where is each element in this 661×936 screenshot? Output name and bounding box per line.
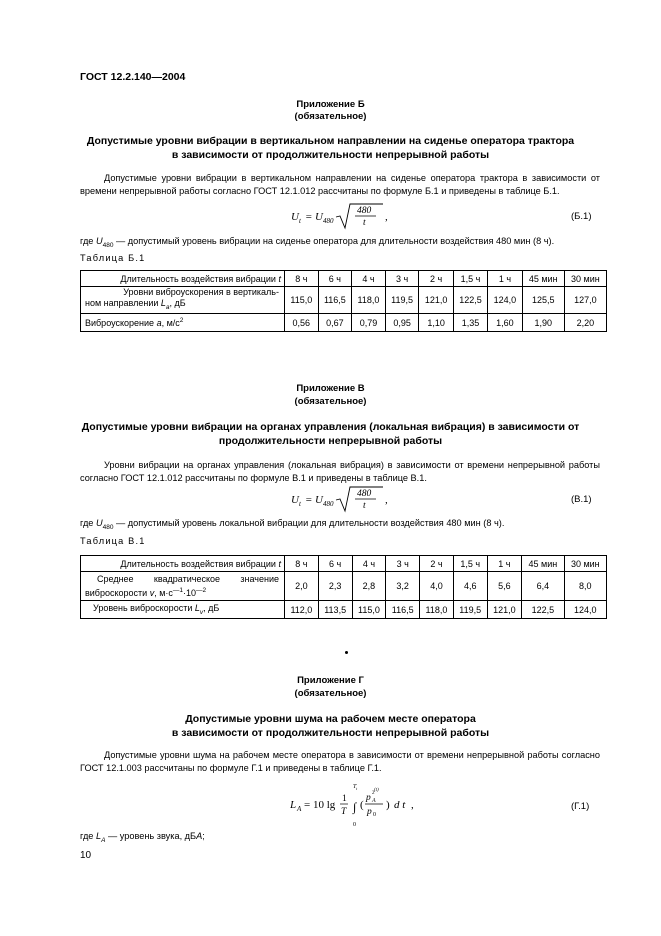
table-cell: 113,5 — [318, 601, 352, 619]
table-cell: 1 ч — [487, 556, 522, 572]
formula-b1 — [291, 202, 401, 233]
table-cell: 6,4 — [522, 572, 564, 601]
svg-text:t: t — [363, 501, 366, 511]
appendix-v-heading-line1: Допустимые уровни вибрации на органах управления (локальная вибрация) в зависимости от — [81, 421, 580, 433]
formula-g1-svg — [290, 780, 420, 830]
table-cell: 115,0 — [352, 601, 386, 619]
svg-text:,: , — [385, 211, 388, 223]
table-cell: 1,90 — [522, 314, 564, 332]
svg-text:(: ( — [360, 799, 364, 811]
svg-text:p: p — [366, 793, 371, 803]
table-cell: 45 мин — [522, 271, 564, 287]
table-cell: 118,0 — [420, 601, 454, 619]
table-v1-velocity-rms-label: Среднее квадратическое значение виброскорости v, $м\cdot с^{—1}\cdot 10^{—2}$ — [81, 572, 285, 601]
formula-b1-number: (Б.1) — [571, 211, 592, 222]
svg-text:t: t — [356, 786, 358, 791]
table-cell: 2 ч — [419, 271, 453, 287]
table-v1-velocity-level-label: Уровень виброскорости $L_v$, дБ — [81, 601, 285, 619]
svg-text:480: 480 — [323, 217, 334, 225]
appendix-b-heading-line2: в зависимости от продолжительности непрерывной работы — [171, 149, 490, 161]
table-cell: 8 ч — [285, 556, 319, 572]
table-cell: 4 ч — [352, 556, 386, 572]
table-cell: 121,0 — [419, 287, 453, 314]
table-b1-accel-level-label: Уровни виброускорения в вертикаль- ном направлении $L_a$, дБ — [81, 287, 285, 314]
svg-text:∫: ∫ — [353, 800, 357, 814]
table-cell: 124,0 — [488, 287, 522, 314]
appendix-b-where-text: — допустимый уровень вибрации на сиденье оператора для длительности воздействия 480 мин (8 ч). — [116, 236, 555, 246]
table-v1-duration-label: Длительность воздействия вибрации t — [81, 556, 285, 572]
table-cell: 116,5 — [318, 287, 352, 314]
table-cell: 124,0 — [564, 601, 606, 619]
table-cell: 2,0 — [285, 572, 319, 601]
formula-g1-number: (Г.1) — [571, 801, 590, 812]
table-cell: 122,5 — [453, 287, 487, 314]
table-cell: 1 ч — [488, 271, 522, 287]
table-v1-caption: Таблица В.1 — [80, 536, 146, 546]
table-cell: 8,0 — [564, 572, 606, 601]
table-cell: 1,5 ч — [453, 556, 487, 572]
svg-text:p: p — [367, 807, 372, 817]
svg-text:U: U — [315, 494, 323, 506]
svg-text:480: 480 — [357, 489, 372, 499]
appendix-b-where: где $U_{480}$ — допустимый уровень вибрации на сиденье оператора для длительности воздействия 480 мин (8 ч). — [80, 236, 555, 249]
table-cell: 2 ч — [420, 556, 454, 572]
table-cell: 2,3 — [318, 572, 352, 601]
appendix-g-heading-line1: Допустимые уровни шума на рабочем месте оператора — [185, 713, 476, 725]
svg-text:480: 480 — [357, 206, 372, 216]
appendix-b-heading-line1: Допустимые уровни вибрации в вертикальном направлении на сиденье оператора трактора — [86, 135, 575, 147]
svg-text:d t: d t — [394, 799, 406, 811]
svg-text:0: 0 — [353, 822, 356, 828]
appendix-g-heading-line2: в зависимости от продолжительности непрерывной работы — [171, 727, 490, 739]
formula-v1-number: (В.1) — [571, 494, 592, 505]
table-cell: 3 ч — [385, 271, 419, 287]
table-cell: 2,8 — [352, 572, 386, 601]
appendix-g-status: (обязательное) — [294, 688, 367, 699]
appendix-v-where: где $U_{480}$ — допустимый уровень локальной вибрации для длительности воздействия 480 мин (8 ч). — [80, 518, 505, 531]
svg-text:T: T — [341, 807, 347, 817]
table-cell: 115,0 — [285, 287, 319, 314]
table-row — [81, 287, 607, 314]
table-cell: 122,5 — [522, 601, 564, 619]
table-cell: 1,5 ч — [453, 271, 487, 287]
appendix-v-where-text: — допустимый уровень локальной вибрации для длительности воздействия 480 мин (8 ч). — [116, 518, 505, 528]
svg-text:(t): (t) — [374, 788, 379, 793]
table-cell: 0,95 — [385, 314, 419, 332]
table-cell: 3,2 — [386, 572, 420, 601]
table-cell: 0,67 — [318, 314, 352, 332]
appendix-g-paragraph: Допустимые уровни шума на рабочем месте оператора в зависимости от времени непрерывной работы согласно ГОСТ 12.1.003 рассчитаны по формуле Г.1 и приведены в таблице Г.1. — [80, 750, 600, 773]
table-b1-caption: Таблица Б.1 — [80, 253, 146, 263]
table-cell: 30 мин — [564, 556, 606, 572]
table-row — [81, 314, 607, 332]
table-cell: 0,79 — [352, 314, 386, 332]
svg-text:,: , — [411, 799, 414, 811]
table-cell: 5,6 — [487, 572, 522, 601]
svg-text:): ) — [386, 799, 390, 811]
table-cell: 1,10 — [419, 314, 453, 332]
table-cell: 125,5 — [522, 287, 564, 314]
formula-v1-svg — [291, 485, 401, 513]
table-row — [81, 271, 607, 287]
appendix-v-paragraph: Уровни вибрации на органах управления (локальная вибрация) в зависимости от времени непрерывной работы согласно ГОСТ 12.1.012 рассчитаны по формуле В.1 и приведены в таблице В.1. — [80, 460, 600, 483]
svg-text:2: 2 — [372, 791, 375, 796]
formula-g1 — [290, 780, 420, 833]
svg-text:L: L — [290, 799, 297, 811]
table-row — [81, 601, 607, 619]
svg-text:=: = — [305, 494, 313, 506]
table-b1-duration-label: Длительность воздействия вибрации t — [81, 271, 285, 287]
table-cell: 0,56 — [285, 314, 319, 332]
table-cell: 2,20 — [564, 314, 606, 332]
svg-text:=: = — [305, 211, 313, 223]
svg-text:U: U — [291, 494, 299, 506]
svg-text:U: U — [315, 211, 323, 223]
table-cell: 121,0 — [487, 601, 522, 619]
svg-text:A: A — [372, 798, 376, 804]
table-cell: 6 ч — [318, 271, 352, 287]
table-cell: 3 ч — [386, 556, 420, 572]
svg-text:1: 1 — [342, 794, 347, 804]
svg-text:t: t — [299, 217, 301, 225]
table-cell: 30 мин — [564, 271, 606, 287]
svg-text:480: 480 — [323, 500, 334, 508]
table-v1 — [80, 555, 607, 619]
svg-text:U: U — [291, 211, 299, 223]
table-cell: 4,0 — [420, 572, 454, 601]
table-cell: 118,0 — [352, 287, 386, 314]
svg-text:t: t — [363, 218, 366, 228]
table-cell: 112,0 — [285, 601, 319, 619]
svg-text:t: t — [299, 500, 301, 508]
table-cell: 4 ч — [352, 271, 386, 287]
svg-text:0: 0 — [373, 812, 376, 818]
appendix-b-title: Приложение Б — [296, 99, 365, 110]
appendix-v-status: (обязательное) — [294, 396, 367, 407]
table-row — [81, 572, 607, 601]
table-cell: 4,6 — [453, 572, 487, 601]
table-b1-accel-label: Виброускорение a, $м/с^2$ — [81, 314, 285, 332]
table-cell: 1,35 — [453, 314, 487, 332]
table-cell: 116,5 — [386, 601, 420, 619]
table-cell: 1,60 — [488, 314, 522, 332]
svg-text:A: A — [297, 805, 302, 813]
table-cell: 119,5 — [453, 601, 487, 619]
appendix-v-title: Приложение В — [296, 383, 365, 394]
table-cell: 6 ч — [318, 556, 352, 572]
table-cell: 127,0 — [564, 287, 606, 314]
formula-b1-svg — [291, 202, 401, 230]
appendix-b-status: (обязательное) — [294, 111, 367, 122]
svg-text:T: T — [353, 784, 357, 790]
appendix-v-heading-line2: продолжительности непрерывной работы — [218, 435, 443, 447]
appendix-g-title: Приложение Г — [297, 675, 364, 686]
table-cell: 119,5 — [385, 287, 419, 314]
stray-dot — [345, 651, 348, 654]
appendix-g-where: где $L_A$ — уровень звука, дБA; — [80, 831, 205, 844]
page-number: 10 — [80, 850, 92, 861]
svg-text:,: , — [385, 494, 388, 506]
table-row — [81, 556, 607, 572]
table-cell: 45 мин — [522, 556, 564, 572]
appendix-g-where-text: — уровень звука, дБ — [108, 831, 197, 841]
formula-v1 — [291, 485, 401, 516]
document-header: ГОСТ 12.2.140—2004 — [80, 71, 186, 83]
table-cell: 8 ч — [285, 271, 319, 287]
svg-text:= 10 lg: = 10 lg — [304, 799, 336, 811]
appendix-b-paragraph: Допустимые уровни вибрации в вертикальном направлении на сиденье оператора трактора в зависимости от времени непрерывной работы согласно ГОСТ 12.1.012 рассчитаны по формуле Б.1 и приведены в таблице Б.1. — [80, 173, 600, 196]
table-b1 — [80, 270, 607, 332]
